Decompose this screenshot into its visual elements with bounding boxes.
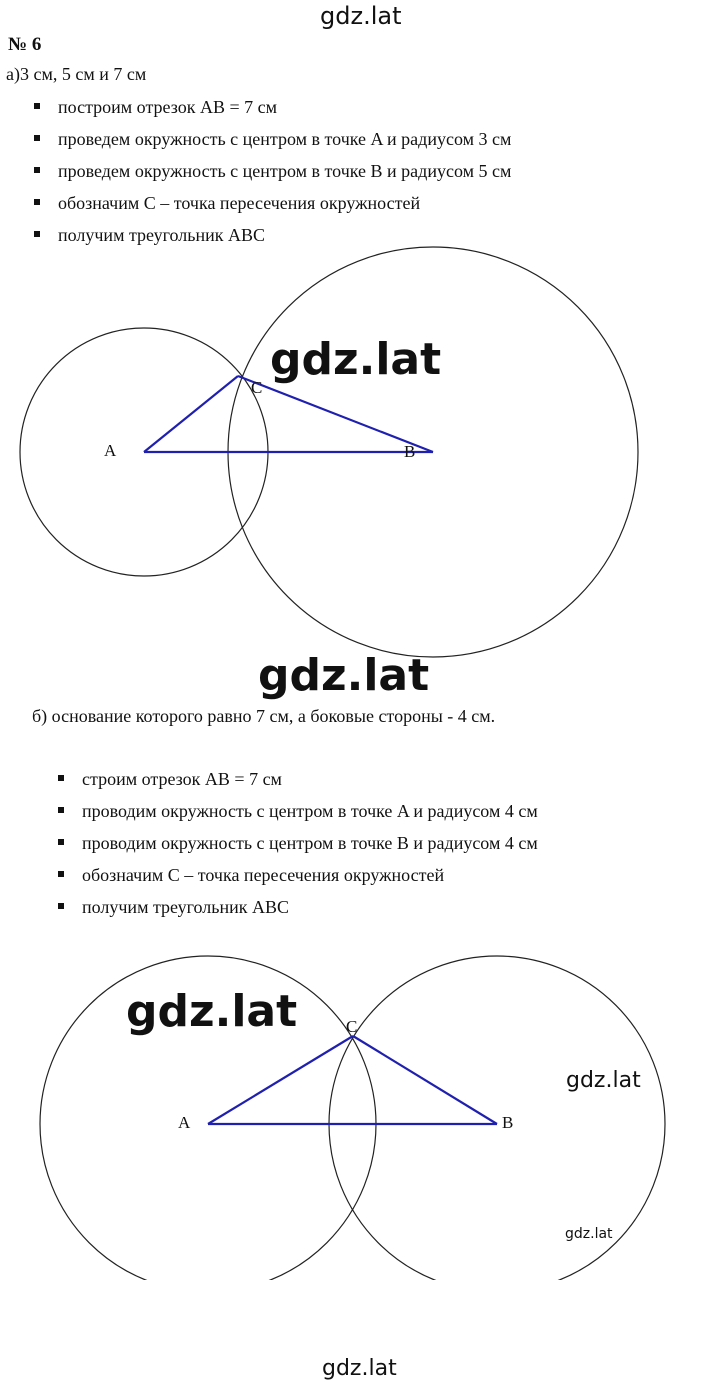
- list-item: обозначим C – точка пересечения окружностей: [34, 192, 511, 224]
- figure-a: [0, 230, 720, 670]
- list-item: строим отрезок AB = 7 см: [58, 768, 538, 800]
- list-item: проведем окружность с центром в точке A и радиусом 3 см: [34, 128, 511, 160]
- bullet-icon: [58, 775, 64, 781]
- watermark-bottom: gdz.lat: [322, 1356, 397, 1381]
- list-item: получим треугольник ABC: [58, 896, 538, 928]
- segment-ac: [144, 376, 238, 452]
- part-b-heading: б) основание которого равно 7 см, а боковые стороны - 4 см.: [32, 706, 496, 726]
- part-a-heading: а)3 см, 5 см и 7 см: [6, 64, 147, 84]
- segment-ac: [208, 1036, 353, 1124]
- watermark-middle: gdz.lat: [258, 650, 430, 701]
- watermark-fig2-small: gdz.lat: [565, 1226, 613, 1242]
- bullet-icon: [58, 871, 64, 877]
- list-item: получим треугольник ABC: [34, 224, 511, 256]
- watermark-fig1: gdz.lat: [270, 334, 442, 385]
- label-b: B: [404, 442, 416, 461]
- watermark-fig2-big: gdz.lat: [126, 986, 298, 1037]
- segment-cb: [353, 1036, 497, 1124]
- list-item: построим отрезок AB = 7 см: [34, 96, 511, 128]
- circle-b: [329, 956, 665, 1280]
- label-a: A: [104, 441, 117, 460]
- watermark-top: gdz.lat: [320, 2, 402, 30]
- problem-number: № 6: [8, 34, 42, 55]
- list-item: проводим окружность с центром в точке A и радиусом 4 см: [58, 800, 538, 832]
- list-item: проведем окружность с центром в точке B и радиусом 5 см: [34, 160, 511, 192]
- bullet-icon: [34, 135, 40, 141]
- bullet-icon: [58, 839, 64, 845]
- bullet-icon: [34, 199, 40, 205]
- part-b-steps: [58, 768, 538, 928]
- label-c: C: [251, 378, 263, 397]
- watermark-fig2-right: gdz.lat: [566, 1068, 641, 1093]
- bullet-icon: [34, 167, 40, 173]
- label-a: A: [178, 1113, 191, 1132]
- bullet-icon: [58, 903, 64, 909]
- list-item: проводим окружность с центром в точке B и радиусом 4 см: [58, 832, 538, 864]
- list-item: обозначим C – точка пересечения окружностей: [58, 864, 538, 896]
- label-c: C: [346, 1017, 358, 1036]
- bullet-icon: [34, 103, 40, 109]
- bullet-icon: [58, 807, 64, 813]
- label-b: B: [502, 1113, 514, 1132]
